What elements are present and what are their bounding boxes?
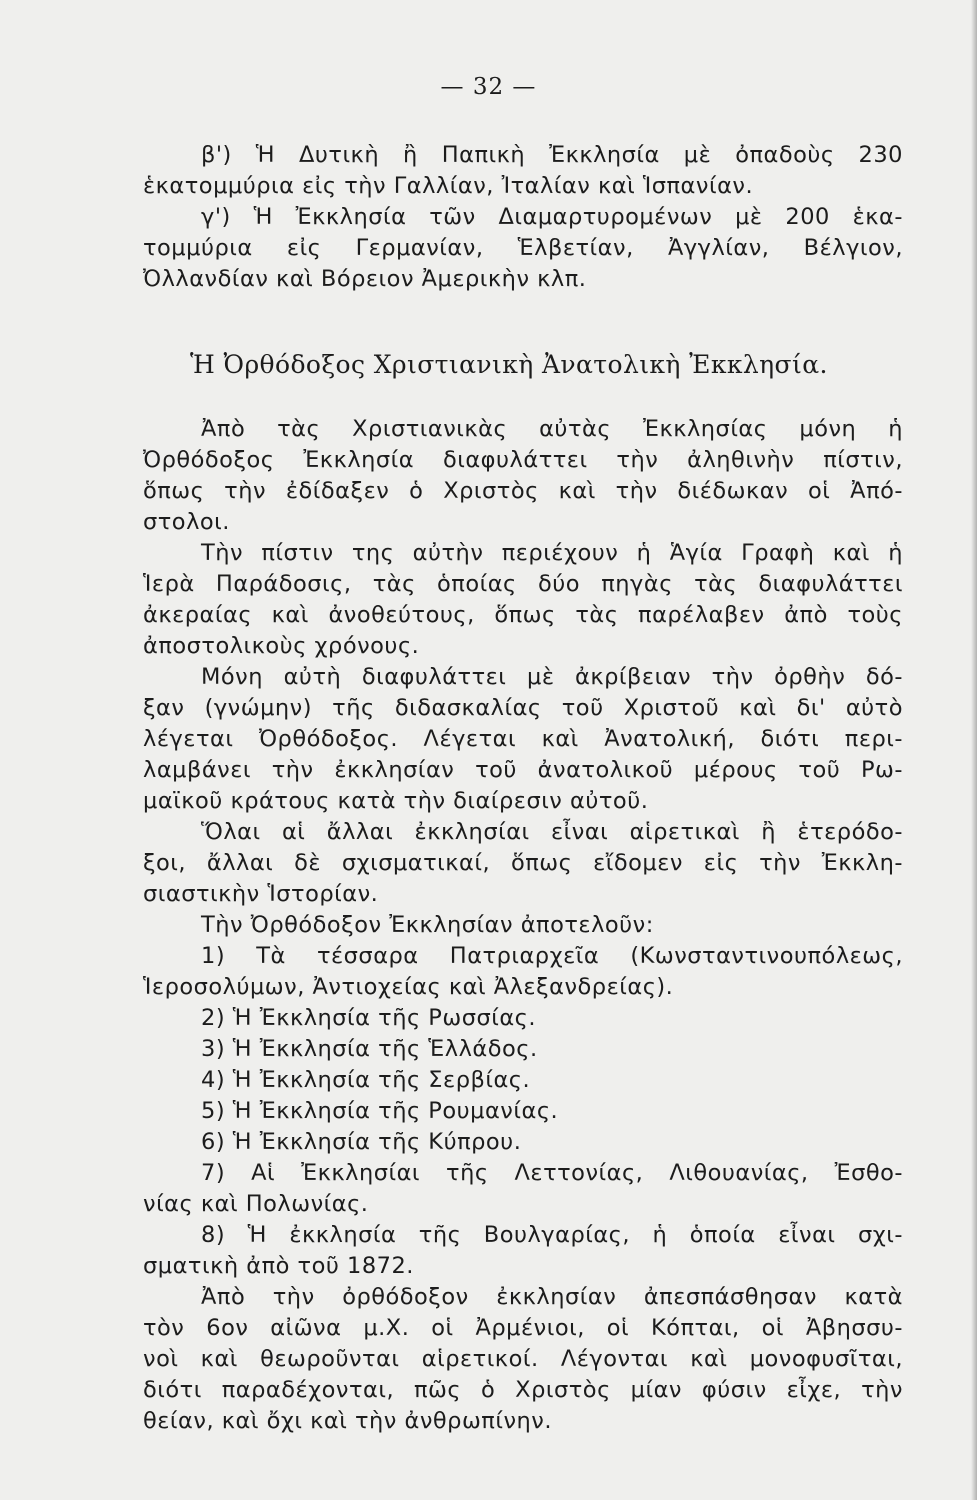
section-heading: Ἡ Ὀρθόδοξος Χριστιανικὴ Ἀνατολικὴ Ἐκκλησία. — [190, 350, 828, 379]
text-line: 3) Ἡ Ἐκκλησία τῆς Ἑλλάδος. — [201, 1036, 538, 1062]
text-line: 2) Ἡ Ἐκκλησία τῆς Ρωσσίας. — [201, 1005, 537, 1031]
text-line: σματικὴ ἀπὸ τοῦ 1872. — [143, 1253, 414, 1279]
text-line: Τὴν Ὀρθόδοξον Ἐκκλησίαν ἀποτελοῦν: — [201, 912, 654, 938]
text-line: Μόνη αὐτὴ διαφυλάττει μὲ ἀκρίβειαν τὴν ὀρθὴν δό- — [201, 664, 903, 690]
text-line: 1) Τὰ τέσσαρα Πατριαρχεῖα (Κωνσταντινουπόλεως, — [201, 943, 903, 969]
text-line: σιαστικὴν Ἱστορίαν. — [143, 881, 379, 907]
text-line: Ὀρθόδοξος Ἐκκλησία διαφυλάττει τὴν ἀληθινὴν πίστιν, — [143, 447, 903, 473]
text-line: Ἀπὸ τὰς Χριστιανικὰς αὐτὰς Ἐκκλησίας μόνη ἡ — [201, 416, 903, 442]
text-line: Ὅλαι αἱ ἄλλαι ἐκκλησίαι εἶναι αἱρετικαὶ ἢ ἑτερόδο- — [201, 819, 903, 845]
text-line: νίας καὶ Πολωνίας. — [143, 1191, 369, 1217]
text-line: τὸν 6ον αἰῶνα μ.Χ. οἱ Ἀρμένιοι, οἱ Κόπται, οἱ Ἀβησσυ- — [143, 1315, 903, 1341]
text-line: λέγεται Ὀρθόδοξος. Λέγεται καὶ Ἀνατολική, διότι περι- — [143, 726, 903, 752]
text-line: 5) Ἡ Ἐκκλησία τῆς Ρουμανίας. — [201, 1098, 559, 1124]
page-edge-shadow — [971, 0, 977, 1500]
text-line: Ἱερὰ Παράδοσις, τὰς ὁποίας δύο πηγὰς τὰς διαφυλάττει — [143, 571, 903, 597]
text-line: 6) Ἡ Ἐκκλησία τῆς Κύπρου. — [201, 1129, 522, 1155]
text-line: ξοι, ἄλλαι δὲ σχισματικαί, ὅπως εἴδομεν εἰς τὴν Ἐκκλη- — [143, 850, 903, 876]
text-line: μαϊκοῦ κράτους κατὰ τὴν διαίρεσιν αὐτοῦ. — [143, 788, 649, 814]
page-number: — 32 — — [440, 74, 537, 100]
text-line: β') Ἡ Δυτικὴ ἢ Παπικὴ Ἐκκλησία μὲ ὀπαδοὺς 230 — [201, 142, 903, 168]
text-line: 8) Ἡ ἐκκλησία τῆς Βουλγαρίας, ἡ ὁποία εἶναι σχι- — [201, 1222, 903, 1248]
text-line: Ἱεροσολύμων, Ἀντιοχείας καὶ Ἀλεξανδρείας). — [143, 974, 674, 1000]
text-line: θείαν, καὶ ὄχι καὶ τὴν ἀνθρωπίνην. — [143, 1408, 553, 1434]
text-line: 4) Ἡ Ἐκκλησία τῆς Σερβίας. — [201, 1067, 531, 1093]
text-line: διότι παραδέχονται, πῶς ὁ Χριστὸς μίαν φύσιν εἶχε, τὴν — [143, 1377, 903, 1403]
text-line: ἀποστολικοὺς χρόνους. — [143, 633, 420, 659]
text-line: Τὴν πίστιν της αὐτὴν περιέχουν ἡ Ἁγία Γραφὴ καὶ ἡ — [201, 540, 903, 566]
text-line: ἀκεραίας καὶ ἀνοθεύτους, ὅπως τὰς παρέλαβεν ἀπὸ τοὺς — [143, 602, 903, 628]
text-line: τομμύρια εἰς Γερμανίαν, Ἑλβετίαν, Ἀγγλίαν, Βέλγιον, — [143, 235, 903, 261]
text-line: ἑκατομμύρια εἰς τὴν Γαλλίαν, Ἰταλίαν καὶ Ἱσπανίαν. — [143, 173, 754, 199]
text-line: γ') Ἡ Ἐκκλησία τῶν Διαμαρτυρομένων μὲ 200 ἑκα- — [201, 204, 903, 230]
text-line: λαμβάνει τὴν ἐκκλησίαν τοῦ ἀνατολικοῦ μέρους τοῦ Ρω- — [143, 757, 903, 783]
intro-paragraphs — [143, 140, 903, 295]
text-line: 7) Αἱ Ἐκκλησίαι τῆς Λεττονίας, Λιθουανίας, Ἐσθο- — [201, 1160, 903, 1186]
body-paragraphs — [143, 414, 903, 1437]
text-line: νοὶ καὶ θεωροῦνται αἱρετικοί. Λέγονται καὶ μονοφυσῖται, — [143, 1346, 903, 1372]
text-line: ξαν (γνώμην) τῆς διδασκαλίας τοῦ Χριστοῦ καὶ δι' αὐτὸ — [143, 695, 903, 721]
text-line: Ὀλλανδίαν καὶ Βόρειον Ἀμερικὴν κλπ. — [143, 266, 587, 292]
text-line: ὅπως τὴν ἐδίδαξεν ὁ Χριστὸς καὶ τὴν διέδωκαν οἱ Ἀπό- — [143, 478, 903, 504]
text-line: στολοι. — [143, 509, 230, 535]
text-line: Ἀπὸ τὴν ὀρθόδοξον ἐκκλησίαν ἀπεσπάσθησαν κατὰ — [201, 1284, 903, 1310]
